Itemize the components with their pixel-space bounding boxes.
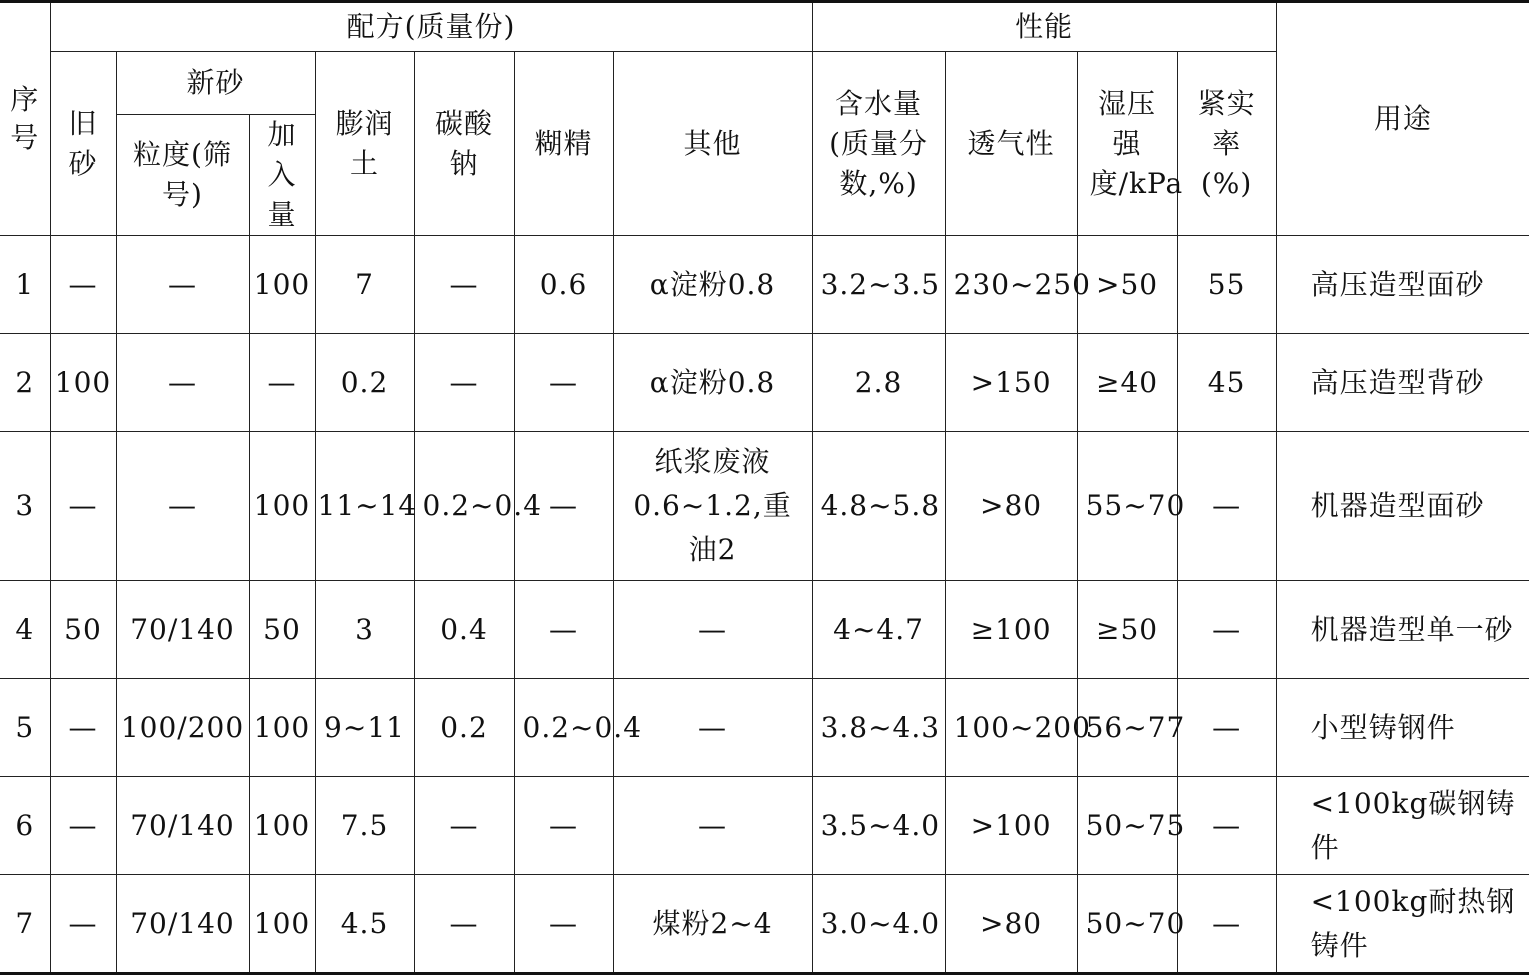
header-compactability: 紧实率(%) bbox=[1177, 52, 1276, 236]
table-row bbox=[0, 777, 1529, 875]
table-row bbox=[0, 432, 1529, 581]
cell-bentonite: 3 bbox=[315, 581, 414, 679]
header-moisture: 含水量(质量分数,%) bbox=[812, 52, 945, 236]
cell-dextrin: 0.6 bbox=[514, 236, 613, 334]
cell-moisture: 3.2~3.5 bbox=[812, 236, 945, 334]
cell-wet-strength: ≥40 bbox=[1077, 334, 1177, 432]
cell-other: α淀粉0.8 bbox=[613, 236, 812, 334]
header-wet-strength: 湿压强度/kPa bbox=[1077, 52, 1177, 236]
cell-bentonite: 7 bbox=[315, 236, 414, 334]
cell-usage: 小型铸钢件 bbox=[1276, 679, 1529, 777]
cell-new-amount: — bbox=[249, 334, 315, 432]
cell-usage: 高压造型面砂 bbox=[1276, 236, 1529, 334]
header-index: 序号 bbox=[0, 2, 50, 236]
cell-usage: 机器造型面砂 bbox=[1276, 432, 1529, 581]
cell-dextrin: — bbox=[514, 581, 613, 679]
cell-index: 5 bbox=[0, 679, 50, 777]
header-new-sand-group: 新砂 bbox=[116, 52, 315, 115]
cell-soda: 0.2~0.4 bbox=[414, 432, 514, 581]
cell-bentonite: 4.5 bbox=[315, 875, 414, 974]
cell-usage: <100kg碳钢铸件 bbox=[1276, 777, 1529, 875]
cell-old-sand: — bbox=[50, 236, 116, 334]
cell-grain-size: — bbox=[116, 236, 249, 334]
cell-grain-size: 70/140 bbox=[116, 875, 249, 974]
cell-grain-size: 70/140 bbox=[116, 581, 249, 679]
cell-permeability: >80 bbox=[945, 875, 1077, 974]
cell-dextrin: — bbox=[514, 875, 613, 974]
cell-old-sand: — bbox=[50, 432, 116, 581]
header-new-amount: 加入量 bbox=[249, 115, 315, 236]
cell-new-amount: 100 bbox=[249, 679, 315, 777]
cell-usage: 高压造型背砂 bbox=[1276, 334, 1529, 432]
cell-index: 3 bbox=[0, 432, 50, 581]
cell-moisture: 4.8~5.8 bbox=[812, 432, 945, 581]
cell-moisture: 3.0~4.0 bbox=[812, 875, 945, 974]
header-performance-group: 性能 bbox=[812, 2, 1276, 52]
header-bentonite: 膨润土 bbox=[315, 52, 414, 236]
cell-permeability: >100 bbox=[945, 777, 1077, 875]
cell-bentonite: 7.5 bbox=[315, 777, 414, 875]
cell-index: 6 bbox=[0, 777, 50, 875]
cell-other: — bbox=[613, 581, 812, 679]
cell-grain-size: — bbox=[116, 334, 249, 432]
header-dextrin: 糊精 bbox=[514, 52, 613, 236]
cell-permeability: >80 bbox=[945, 432, 1077, 581]
cell-grain-size: 100/200 bbox=[116, 679, 249, 777]
cell-new-amount: 100 bbox=[249, 236, 315, 334]
cell-index: 1 bbox=[0, 236, 50, 334]
cell-bentonite: 9~11 bbox=[315, 679, 414, 777]
cell-new-amount: 100 bbox=[249, 875, 315, 974]
cell-compactability: — bbox=[1177, 777, 1276, 875]
cell-index: 4 bbox=[0, 581, 50, 679]
cell-soda: — bbox=[414, 875, 514, 974]
cell-other: 纸浆废液0.6~1.2,重油2 bbox=[613, 432, 812, 581]
cell-compactability: — bbox=[1177, 432, 1276, 581]
header-permeability: 透气性 bbox=[945, 52, 1077, 236]
cell-permeability: ≥100 bbox=[945, 581, 1077, 679]
cell-old-sand: — bbox=[50, 679, 116, 777]
cell-moisture: 3.5~4.0 bbox=[812, 777, 945, 875]
cell-soda: 0.4 bbox=[414, 581, 514, 679]
cell-old-sand: 50 bbox=[50, 581, 116, 679]
cell-permeability: 100~200 bbox=[945, 679, 1077, 777]
cell-other: — bbox=[613, 679, 812, 777]
header-usage: 用途 bbox=[1276, 2, 1529, 236]
cell-usage: 机器造型单一砂 bbox=[1276, 581, 1529, 679]
cell-soda: — bbox=[414, 777, 514, 875]
cell-permeability: >150 bbox=[945, 334, 1077, 432]
cell-wet-strength: 56~77 bbox=[1077, 679, 1177, 777]
cell-new-amount: 100 bbox=[249, 432, 315, 581]
header-formula-group: 配方(质量份) bbox=[50, 2, 812, 52]
cell-compactability: — bbox=[1177, 875, 1276, 974]
cell-compactability: 55 bbox=[1177, 236, 1276, 334]
cell-grain-size: — bbox=[116, 432, 249, 581]
cell-other: 煤粉2~4 bbox=[613, 875, 812, 974]
cell-soda: — bbox=[414, 236, 514, 334]
cell-moisture: 4~4.7 bbox=[812, 581, 945, 679]
cell-grain-size: 70/140 bbox=[116, 777, 249, 875]
cell-wet-strength: 50~75 bbox=[1077, 777, 1177, 875]
cell-wet-strength: >50 bbox=[1077, 236, 1177, 334]
cell-moisture: 3.8~4.3 bbox=[812, 679, 945, 777]
header-other: 其他 bbox=[613, 52, 812, 236]
header-soda: 碳酸钠 bbox=[414, 52, 514, 236]
table-row bbox=[0, 679, 1529, 777]
cell-index: 7 bbox=[0, 875, 50, 974]
cell-compactability: 45 bbox=[1177, 334, 1276, 432]
table-row bbox=[0, 875, 1529, 974]
cell-compactability: — bbox=[1177, 679, 1276, 777]
table-row bbox=[0, 334, 1529, 432]
cell-moisture: 2.8 bbox=[812, 334, 945, 432]
cell-wet-strength: 55~70 bbox=[1077, 432, 1177, 581]
cell-usage: <100kg耐热钢铸件 bbox=[1276, 875, 1529, 974]
cell-dextrin: — bbox=[514, 777, 613, 875]
cell-new-amount: 100 bbox=[249, 777, 315, 875]
cell-other: α淀粉0.8 bbox=[613, 334, 812, 432]
cell-soda: — bbox=[414, 334, 514, 432]
cell-wet-strength: ≥50 bbox=[1077, 581, 1177, 679]
cell-dextrin: — bbox=[514, 334, 613, 432]
cell-bentonite: 0.2 bbox=[315, 334, 414, 432]
cell-soda: 0.2 bbox=[414, 679, 514, 777]
table-row bbox=[0, 581, 1529, 679]
cell-old-sand: — bbox=[50, 875, 116, 974]
cell-permeability: 230~250 bbox=[945, 236, 1077, 334]
cell-compactability: — bbox=[1177, 581, 1276, 679]
header-old-sand: 旧砂 bbox=[50, 52, 116, 236]
cell-new-amount: 50 bbox=[249, 581, 315, 679]
cell-index: 2 bbox=[0, 334, 50, 432]
cell-dextrin: 0.2~0.4 bbox=[514, 679, 613, 777]
header-grain-size: 粒度(筛号) bbox=[116, 115, 249, 236]
cell-wet-strength: 50~70 bbox=[1077, 875, 1177, 974]
cell-dextrin: — bbox=[514, 432, 613, 581]
cell-other: — bbox=[613, 777, 812, 875]
cell-old-sand: 100 bbox=[50, 334, 116, 432]
cell-bentonite: 11~14 bbox=[315, 432, 414, 581]
table-row bbox=[0, 236, 1529, 334]
cell-old-sand: — bbox=[50, 777, 116, 875]
